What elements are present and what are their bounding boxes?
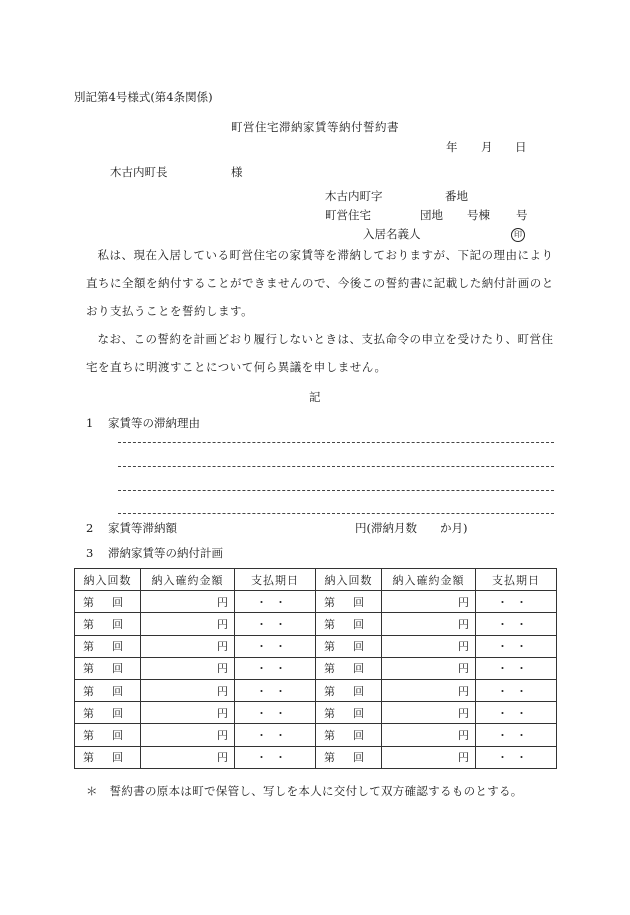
cell-kai-suffix: 回 (353, 684, 364, 698)
addressee-honorific: 様 (231, 165, 243, 179)
ki-heading: 記 (309, 390, 321, 404)
cell-amount[interactable]: 円 (141, 746, 235, 768)
cell-installment-number[interactable] (75, 679, 141, 701)
cell-kai-suffix: 回 (353, 617, 364, 631)
header-due-date: 支払期日 (476, 569, 557, 591)
header-amount: 納入確約金額 (382, 569, 476, 591)
cell-kai-prefix: 第 (324, 617, 335, 631)
cell-due-date[interactable]: ・・ (476, 724, 557, 746)
cell-installment-number[interactable] (75, 613, 141, 635)
payment-plan-table (74, 568, 557, 769)
cell-kai-prefix: 第 (83, 684, 94, 698)
cell-kai-prefix: 第 (83, 751, 94, 765)
cell-due-date[interactable]: ・・ (235, 613, 316, 635)
header-amount: 納入確約金額 (141, 569, 235, 591)
cell-kai-suffix: 回 (353, 640, 364, 654)
table-row (75, 613, 557, 635)
address-suffix: 番地 (445, 189, 468, 203)
cell-due-date[interactable]: ・・ (235, 679, 316, 701)
cell-installment-number[interactable] (75, 657, 141, 679)
cell-amount[interactable]: 円 (141, 613, 235, 635)
cell-installment-number[interactable] (316, 702, 382, 724)
cell-due-date[interactable]: ・・ (235, 635, 316, 657)
item1-number: 1 (86, 416, 94, 430)
table-row (75, 591, 557, 613)
cell-installment-number[interactable] (316, 635, 382, 657)
cell-amount[interactable]: 円 (382, 591, 476, 613)
cell-due-date[interactable]: ・・ (235, 591, 316, 613)
cell-kai-prefix: 第 (324, 751, 335, 765)
cell-due-date[interactable]: ・・ (235, 657, 316, 679)
body-paragraph-2: なお、この誓約を計画どおり履行しないときは、支払命令の申立を受けたり、町営住宅を直ちに明渡すことについて何ら異議を申しません。 (86, 332, 554, 374)
cell-due-date[interactable]: ・・ (235, 724, 316, 746)
cell-installment-number[interactable] (316, 657, 382, 679)
cell-amount[interactable]: 円 (382, 657, 476, 679)
cell-kai-prefix: 第 (324, 595, 335, 609)
cell-kai-prefix: 第 (324, 684, 335, 698)
cell-kai-prefix: 第 (324, 662, 335, 676)
cell-due-date[interactable]: ・・ (235, 746, 316, 768)
cell-amount[interactable]: 円 (141, 702, 235, 724)
cell-installment-number[interactable] (316, 613, 382, 635)
table-row (75, 724, 557, 746)
header-due-date: 支払期日 (235, 569, 316, 591)
cell-kai-suffix: 回 (112, 595, 123, 609)
cell-kai-suffix: 回 (353, 595, 364, 609)
header-count: 納入回数 (316, 569, 382, 591)
cell-amount[interactable]: 円 (141, 679, 235, 701)
cell-installment-number[interactable] (75, 724, 141, 746)
reason-line-2 (118, 466, 554, 467)
footnote: ＊ 誓約書の原本は町で保管し、写しを本人に交付して双方確認するものとする。 (86, 784, 523, 798)
housing-label: 町営住宅 (325, 208, 371, 222)
item2-amount: 円(滞納月数 か月) (355, 521, 468, 535)
table-row (75, 746, 557, 768)
address-label: 木古内町字 (325, 189, 383, 203)
cell-kai-suffix: 回 (112, 751, 123, 765)
table-row (75, 702, 557, 724)
cell-due-date[interactable]: ・・ (235, 702, 316, 724)
housing-danchi: 団地 (420, 208, 443, 222)
cell-kai-prefix: 第 (83, 662, 94, 676)
cell-kai-suffix: 回 (353, 706, 364, 720)
addressee-name: 木古内町長 (110, 165, 168, 179)
reason-line-3 (118, 490, 554, 491)
cell-installment-number[interactable] (75, 591, 141, 613)
cell-installment-number[interactable] (75, 746, 141, 768)
reason-line-1 (118, 442, 554, 443)
cell-amount[interactable]: 円 (141, 635, 235, 657)
table-row (75, 635, 557, 657)
cell-installment-number[interactable] (75, 702, 141, 724)
body-text (86, 241, 556, 381)
header-count: 納入回数 (75, 569, 141, 591)
cell-amount[interactable]: 円 (141, 724, 235, 746)
cell-amount[interactable]: 円 (382, 724, 476, 746)
cell-kai-prefix: 第 (83, 728, 94, 742)
cell-kai-prefix: 第 (83, 706, 94, 720)
cell-installment-number[interactable] (316, 591, 382, 613)
cell-due-date[interactable]: ・・ (476, 702, 557, 724)
cell-installment-number[interactable] (75, 635, 141, 657)
cell-kai-suffix: 回 (112, 728, 123, 742)
date-month: 月 (481, 140, 493, 154)
item3-label: 滞納家賃等の納付計画 (108, 546, 223, 560)
cell-due-date[interactable]: ・・ (476, 613, 557, 635)
seal-mark: 印 (511, 228, 525, 242)
cell-kai-suffix: 回 (353, 751, 364, 765)
cell-kai-suffix: 回 (112, 617, 123, 631)
cell-due-date[interactable]: ・・ (476, 635, 557, 657)
item3-number: 3 (86, 546, 94, 560)
document-title: 町営住宅滞納家賃等納付誓約書 (231, 120, 399, 134)
cell-amount[interactable]: 円 (382, 702, 476, 724)
cell-due-date[interactable]: ・・ (476, 679, 557, 701)
cell-kai-prefix: 第 (83, 640, 94, 654)
housing-room: 号 (516, 208, 528, 222)
cell-amount[interactable]: 円 (382, 746, 476, 768)
table-body (75, 591, 557, 769)
table-header-row (75, 569, 557, 591)
cell-amount[interactable]: 円 (382, 613, 476, 635)
cell-kai-suffix: 回 (353, 728, 364, 742)
cell-kai-prefix: 第 (83, 617, 94, 631)
cell-installment-number[interactable] (316, 724, 382, 746)
cell-kai-prefix: 第 (324, 728, 335, 742)
cell-installment-number[interactable] (316, 679, 382, 701)
form-label: 別記第4号様式(第4条関係) (74, 90, 213, 104)
tenant-name-label: 入居名義人 (363, 227, 421, 241)
cell-due-date[interactable]: ・・ (476, 591, 557, 613)
date-day: 日 (515, 140, 527, 154)
cell-kai-suffix: 回 (112, 662, 123, 676)
body-paragraph-1: 私は、現在入居している町営住宅の家賃等を滞納しておりますが、下記の理由により直ちに全額を納付することができませんので、今後この誓約書に記載した納付計画のとおり支払うことを誓約します。 (86, 248, 554, 318)
cell-kai-suffix: 回 (112, 706, 123, 720)
cell-installment-number[interactable] (316, 746, 382, 768)
cell-kai-suffix: 回 (112, 684, 123, 698)
cell-kai-prefix: 第 (83, 595, 94, 609)
cell-due-date[interactable]: ・・ (476, 657, 557, 679)
cell-kai-suffix: 回 (112, 640, 123, 654)
housing-building: 号棟 (467, 208, 490, 222)
reason-line-4 (118, 513, 554, 514)
cell-amount[interactable]: 円 (382, 679, 476, 701)
table-row (75, 657, 557, 679)
cell-kai-prefix: 第 (324, 640, 335, 654)
cell-kai-suffix: 回 (353, 662, 364, 676)
item2-label: 家賃等滞納額 (108, 521, 177, 535)
date-year: 年 (446, 140, 458, 154)
cell-amount[interactable]: 円 (141, 657, 235, 679)
cell-amount[interactable]: 円 (141, 591, 235, 613)
item2-number: 2 (86, 521, 94, 535)
cell-amount[interactable]: 円 (382, 635, 476, 657)
cell-kai-prefix: 第 (324, 706, 335, 720)
cell-due-date[interactable]: ・・ (476, 746, 557, 768)
table-row (75, 679, 557, 701)
item1-label: 家賃等の滞納理由 (108, 416, 200, 430)
